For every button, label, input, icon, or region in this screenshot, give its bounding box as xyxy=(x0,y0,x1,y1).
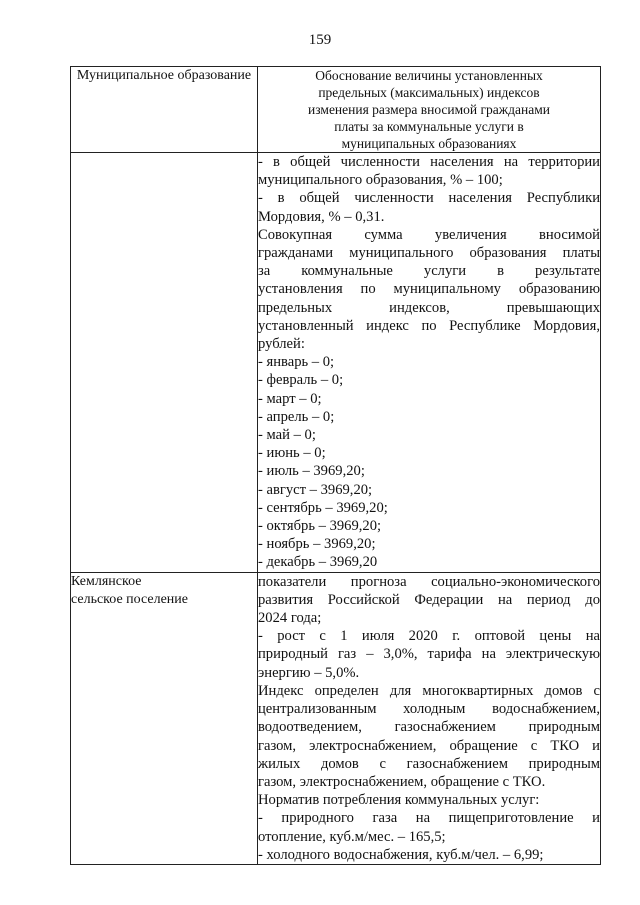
text-line: показатели прогноза социально-экономического xyxy=(258,573,600,590)
text-line: газом, электроснабжением, обращение с ТКО и xyxy=(258,737,600,754)
municipality-cell xyxy=(71,572,258,864)
text-line: - рост с 1 июля 2020 г. оптовой цены на xyxy=(258,628,600,645)
month-value: - май – 0; xyxy=(258,427,316,444)
text-line: природный газ – 3,0%, тарифа на электрическую xyxy=(258,646,600,663)
justification-cell xyxy=(258,572,601,864)
month-value: - март – 0; xyxy=(258,390,322,407)
text-line: предельных индексов, превышающих xyxy=(258,299,600,316)
month-value: - ноябрь – 3969,20; xyxy=(258,536,376,553)
month-value: - июль – 3969,20; xyxy=(258,463,365,480)
header-line: муниципальных образованиях xyxy=(341,136,517,151)
text-line: отопление, куб.м/мес. – 165,5; xyxy=(258,828,446,845)
month-value: - январь – 0; xyxy=(258,354,335,371)
text-line: Норматив потребления коммунальных услуг: xyxy=(258,792,540,809)
text-line: развития Российской Федерации на период до xyxy=(258,591,600,608)
header-line: изменения размера вносимой гражданами xyxy=(308,102,550,117)
text-line: Индекс определен для многоквартирных домов с xyxy=(258,682,600,699)
municipality-cell xyxy=(71,153,258,573)
header-line: Обоснование величины установленных xyxy=(315,68,543,83)
text-line: энергию – 5,0%. xyxy=(258,664,360,681)
municipality-name: сельское поселение xyxy=(71,591,188,607)
text-line: 2024 года; xyxy=(258,610,322,627)
header-line: предельных (максимальных) индексов xyxy=(318,85,540,100)
text-line: централизованным холодным водоснабжением, xyxy=(258,701,600,718)
text-line: муниципального образования, % – 100; xyxy=(258,172,503,189)
text-line: установленный индекс по Республике Мордовия, xyxy=(258,317,600,334)
month-value: - декабрь – 3969,20 xyxy=(258,554,378,571)
text-line: - в общей численности населения Республики xyxy=(258,190,600,207)
month-value: - февраль – 0; xyxy=(258,372,344,389)
month-value: - август – 3969,20; xyxy=(258,481,373,498)
header-municipality: Муниципальное образование xyxy=(71,67,258,153)
table-row xyxy=(71,572,601,864)
text-line: водоотведением, газоснабжением природным xyxy=(258,719,600,736)
text-line: жилых домов с газоснабжением природным xyxy=(258,755,600,772)
text-line: за коммунальные услуги в результате xyxy=(258,263,600,280)
month-value: - июнь – 0; xyxy=(258,445,326,462)
text-line: установления по муниципальному образованию xyxy=(258,281,600,298)
table-row xyxy=(71,153,601,573)
page-number: 159 xyxy=(308,32,332,48)
text-line: - в общей численности населения на территории xyxy=(258,154,600,170)
header-justification xyxy=(258,67,601,153)
text-line: рублей: xyxy=(258,336,305,353)
text-line: - холодного водоснабжения, куб.м/чел. – 6,99; xyxy=(258,846,544,863)
text-line: Мордовия, % – 0,31. xyxy=(258,208,385,225)
text-line: гражданами муниципального образования платы xyxy=(258,245,600,262)
table-header-row xyxy=(71,67,601,153)
text-line: - природного газа на пищеприготовление и xyxy=(258,810,600,827)
justification-cell xyxy=(258,153,601,573)
month-value: - апрель – 0; xyxy=(258,408,335,425)
month-value: - сентябрь – 3969,20; xyxy=(258,499,388,516)
month-value: - октябрь – 3969,20; xyxy=(258,518,382,535)
header-line: платы за коммунальные услуги в xyxy=(334,119,524,134)
municipal-index-table xyxy=(70,66,601,865)
text-line: Совокупная сумма увеличения вносимой xyxy=(258,226,600,243)
text-line: газом, электроснабжением, обращение с ТКО. xyxy=(258,773,546,790)
municipality-name: Кемлянское xyxy=(71,573,142,589)
